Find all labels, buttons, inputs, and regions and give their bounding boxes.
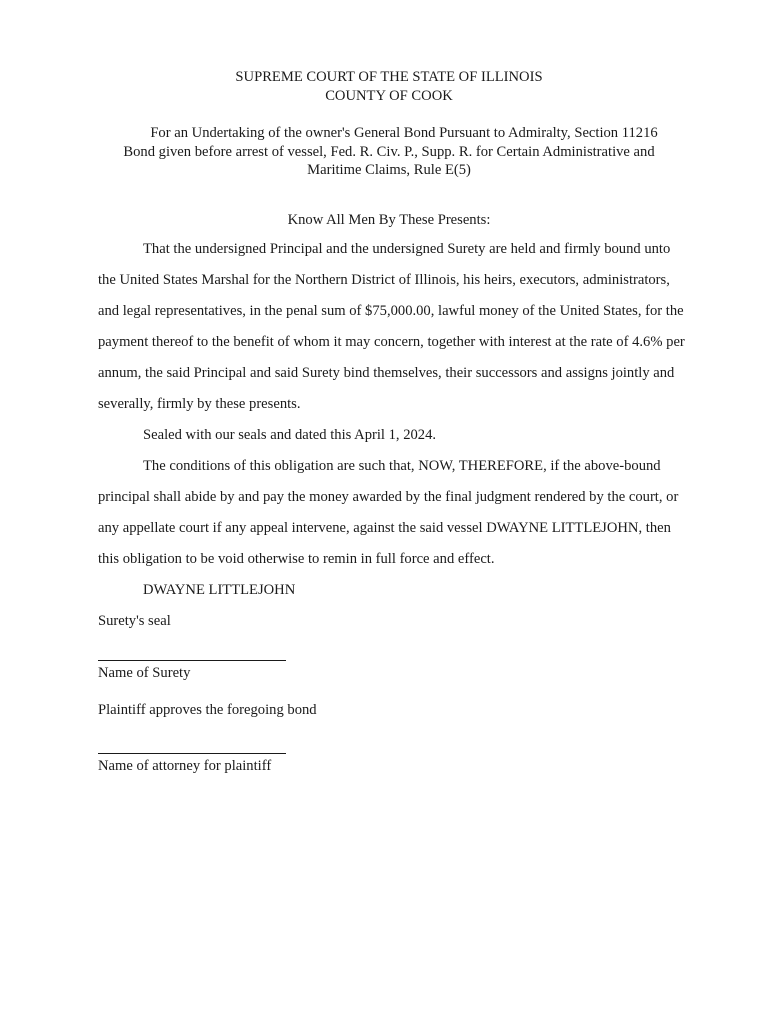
- bond-body: [98, 234, 688, 637]
- subtitle-line-3: Maritime Claims, Rule E(5): [307, 162, 471, 179]
- court-title: SUPREME COURT OF THE STATE OF ILLINOIS: [235, 69, 543, 85]
- subtitle-line-1: For an Undertaking of the owner's General Bond Pursuant to Admiralty, Section 11216: [150, 125, 658, 141]
- document-header: [0, 68, 768, 105]
- subtitle-line-2: Bond given before arrest of vessel, Fed. R. Civ. P., Supp. R. for Certain Administrative and: [123, 143, 655, 160]
- surety-name-label: Name of Surety: [98, 665, 191, 681]
- bond-subtitle: [110, 124, 668, 180]
- surety-signature-line: [98, 660, 286, 661]
- obligation-paragraph: That the undersigned Principal and the undersigned Surety are held and firmly bound unto the United States Marshal for the Northern District of Illinois, his heirs, executors, administrators, and legal representatives, in the penal sum of $75,000.00, lawful money of the United States, for the payment thereof to the benefit of whom it may concern, together with interest at the rate of 4.6% per annum, the said Principal and said Surety bind themselves, their successors and assigns jointly and severally, firmly by these presents.: [98, 241, 685, 412]
- greeting: Know All Men By These Presents:: [287, 212, 491, 228]
- conditions-paragraph: The conditions of this obligation are such that, NOW, THEREFORE, if the above-bound principal shall abide by and pay the money awarded by the final judgment rendered by the court, or any appellate court if any appeal intervene, against the said vessel DWAYNE LITTLEJOHN, then this obligation to be void otherwise to remin in full force and effect.: [98, 458, 679, 567]
- plaintiff-approval: Plaintiff approves the foregoing bond: [98, 702, 317, 718]
- attorney-signature-line: [98, 753, 286, 754]
- surety-seal-label: Surety's seal: [98, 613, 171, 629]
- principal-name: DWAYNE LITTLEJOHN: [143, 582, 296, 598]
- sealed-date-paragraph: Sealed with our seals and dated this April 1, 2024.: [143, 427, 437, 443]
- county-title: COUNTY OF COOK: [325, 87, 453, 104]
- attorney-name-label: Name of attorney for plaintiff: [98, 758, 272, 774]
